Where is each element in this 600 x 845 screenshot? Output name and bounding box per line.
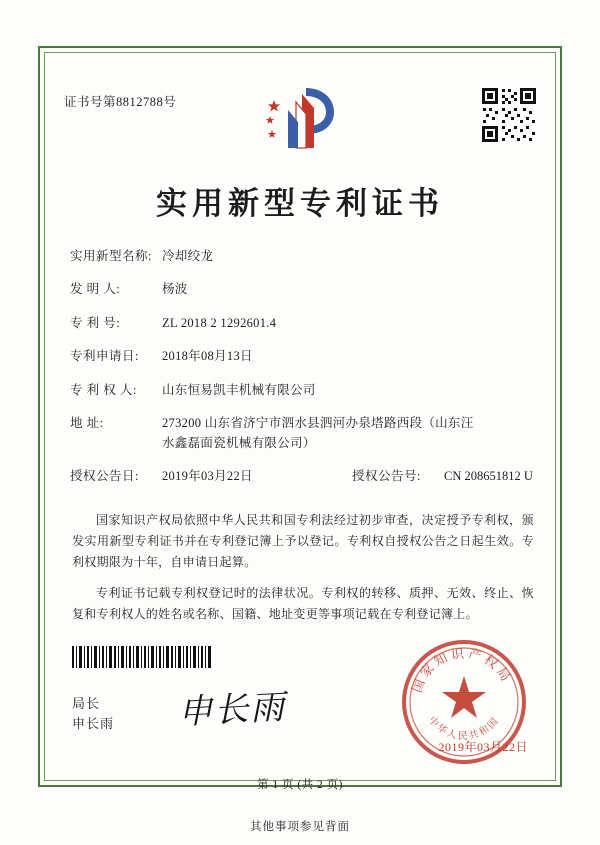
barcode-icon [72, 646, 212, 668]
svg-text:中华人民共和国: 中华人民共和国 [425, 714, 502, 743]
field-value-grant-date: 2019年03月22日 [162, 469, 253, 484]
field-label: 实用新型名称: [70, 249, 152, 263]
field-value: 杨波 [162, 282, 188, 297]
signature-title-line-1: 局长 [72, 696, 101, 711]
field-row-grant-announcement [70, 468, 534, 485]
field-value: 山东恒易凯丰机械有限公司 [162, 382, 316, 397]
field-row-invention-name [70, 248, 534, 265]
field-row-inventor [70, 281, 534, 298]
corner-ornament-top-left [38, 46, 56, 64]
field-row-patentee [70, 382, 534, 399]
svg-text:国家知识产权局: 国家知识产权局 [408, 645, 516, 695]
footer-note: 其他事项参见背面 [250, 821, 350, 833]
field-label: 发 明 人: [70, 282, 121, 297]
field-value: 2018年08月13日 [162, 349, 253, 364]
field-label-grant-number: 授权公告号: [352, 469, 421, 484]
field-row-application-date [70, 348, 534, 365]
certificate-fields [70, 248, 534, 502]
field-value: 冷却绞龙 [162, 249, 214, 263]
field-row-address [70, 415, 534, 452]
legal-body-text [72, 510, 534, 635]
field-value [162, 415, 534, 452]
field-value: ZL 2018 2 1292601.4 [162, 315, 277, 330]
field-label: 专 利 权 人: [70, 382, 137, 397]
patent-office-logo-icon [262, 82, 342, 160]
handwritten-signature: 申长雨 [177, 689, 288, 732]
qr-code-icon [480, 86, 538, 144]
seal-date: 2019年03月22日 [438, 740, 528, 754]
signature-title [72, 694, 114, 734]
field-label: 专 利 号: [70, 315, 121, 330]
paragraph-1: 国家知识产权局依照中华人民共和国专利法经过初步审查，决定授予专利权，颁发实用新型专利证书并在专利登记簿上予以登记。专利权自授权公告之日起生效。专利权期限为十年，自申请日起算。 [72, 513, 534, 569]
signature-title-line-2: 申长雨 [72, 716, 115, 732]
field-label: 地 址: [70, 415, 104, 430]
field-label-grant-date: 授权公告日: [70, 469, 139, 484]
corner-ornament-top-right [544, 46, 562, 64]
field-label: 专利申请日: [70, 349, 139, 364]
field-row-patent-number [70, 315, 534, 332]
certificate-number: 证书号第8812788号 [64, 95, 177, 109]
page-number: 第 1 页 (共 2 页) [256, 779, 344, 791]
address-line-2: 水鑫磊面瓷机械有限公司） [162, 435, 316, 450]
field-value-grant-number: CN 208651812 U [444, 469, 533, 484]
address-line-1: 273200 山东省济宁市泗水县泗河办泉塔路西段（山东汪 [162, 415, 474, 430]
paragraph-2: 专利证书记载专利权登记时的法律状况。专利权的转移、质押、无效、终止、恢复和专利权人的姓名或名称、国籍、地址变更等事项记载在专利登记簿上。 [72, 586, 534, 621]
page-title: 实用新型专利证书 [156, 186, 444, 221]
